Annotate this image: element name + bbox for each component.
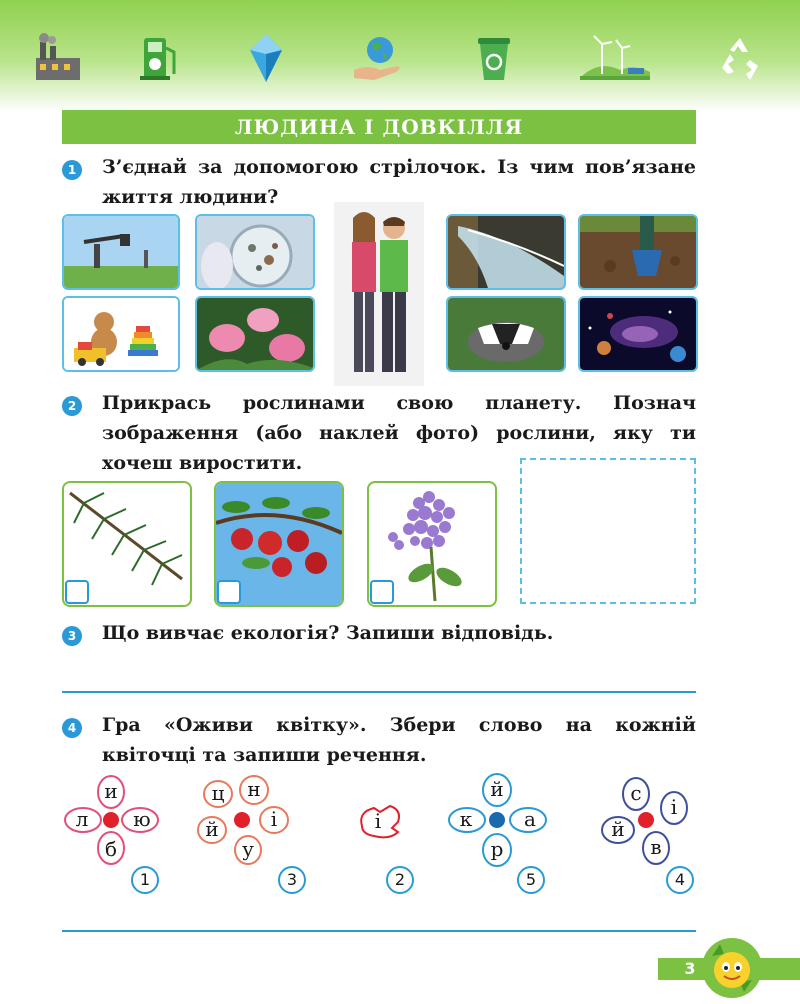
task-number-1: 1 <box>62 160 82 180</box>
letter: і <box>670 795 678 819</box>
factory-icon <box>30 30 86 86</box>
shovel-soil-image[interactable] <box>578 214 698 290</box>
peony-flowers-image[interactable] <box>195 296 315 372</box>
flower-3-order: 3 <box>278 866 306 894</box>
letter: а <box>524 807 536 831</box>
fuel-pump-icon <box>130 30 186 86</box>
letter: ц <box>211 781 225 805</box>
lilac-card[interactable] <box>367 481 497 607</box>
answer-line-3[interactable] <box>62 691 696 693</box>
water-stream-image[interactable] <box>446 214 566 290</box>
answer-line-4[interactable] <box>62 930 696 932</box>
letter: и <box>104 779 118 803</box>
letter: й <box>490 777 504 801</box>
flower-2[interactable] <box>340 770 450 870</box>
children-image[interactable] <box>334 202 424 386</box>
task-1-text: З’єднай за допомогою стрілочок. Із чим пов’язане життя людини? <box>102 156 696 208</box>
letter: у <box>242 837 254 861</box>
letter: р <box>490 837 504 861</box>
petri-dish-image[interactable] <box>195 214 315 290</box>
toys-image[interactable] <box>62 296 180 372</box>
badger-image[interactable] <box>446 296 566 372</box>
task-4-text: Гра «Оживи квітку». Збери слово на кожній квіточці та запиши речення. <box>102 714 696 766</box>
letter: б <box>104 837 118 861</box>
flower-5-order: 5 <box>517 866 545 894</box>
space-image[interactable] <box>578 296 698 372</box>
oil-pump-image[interactable] <box>62 214 180 290</box>
fir-branch-card[interactable] <box>62 481 192 607</box>
letter: і <box>270 807 278 831</box>
task-3-text: Що вивчає екологія? Запиши відповідь. <box>102 622 554 644</box>
crystal-icon <box>238 30 294 86</box>
letter: к <box>459 807 473 831</box>
letter: й <box>205 817 219 841</box>
letter: ю <box>133 807 151 831</box>
apple-branch-card[interactable] <box>214 481 344 607</box>
flower-4-order: 4 <box>666 866 694 894</box>
lilac-checkbox[interactable] <box>370 580 394 604</box>
flower-1[interactable] <box>58 770 168 870</box>
photo-sticker-area[interactable] <box>520 458 696 604</box>
flower-4[interactable] <box>594 770 704 870</box>
task-number-4: 4 <box>62 718 82 738</box>
mascot-icon <box>700 936 764 1000</box>
section-title: ЛЮДИНА І ДОВКІЛЛЯ <box>62 110 696 144</box>
apple-checkbox[interactable] <box>217 580 241 604</box>
letter: в <box>650 835 662 859</box>
recycle-icon <box>712 30 768 86</box>
letter: л <box>75 807 89 831</box>
task-number-3: 3 <box>62 626 82 646</box>
letter: й <box>611 817 625 841</box>
wind-turbines-icon <box>580 30 650 86</box>
page-number: 3 <box>684 959 696 978</box>
flower-1-order: 1 <box>131 866 159 894</box>
flower-5[interactable] <box>442 770 552 870</box>
flower-3[interactable] <box>188 770 298 870</box>
recycle-bin-icon <box>466 30 522 86</box>
earth-in-hand-icon <box>350 30 406 86</box>
fir-checkbox[interactable] <box>65 580 89 604</box>
task-2-text: Прикрась рослинами свою планету. Познач зображення (або наклей фото) рослини, яку ти хочеш виростити. <box>102 392 696 474</box>
letter: і <box>374 809 382 833</box>
flower-2-order: 2 <box>386 866 414 894</box>
letter: н <box>247 777 261 801</box>
task-number-2: 2 <box>62 396 82 416</box>
letter: с <box>630 781 642 805</box>
